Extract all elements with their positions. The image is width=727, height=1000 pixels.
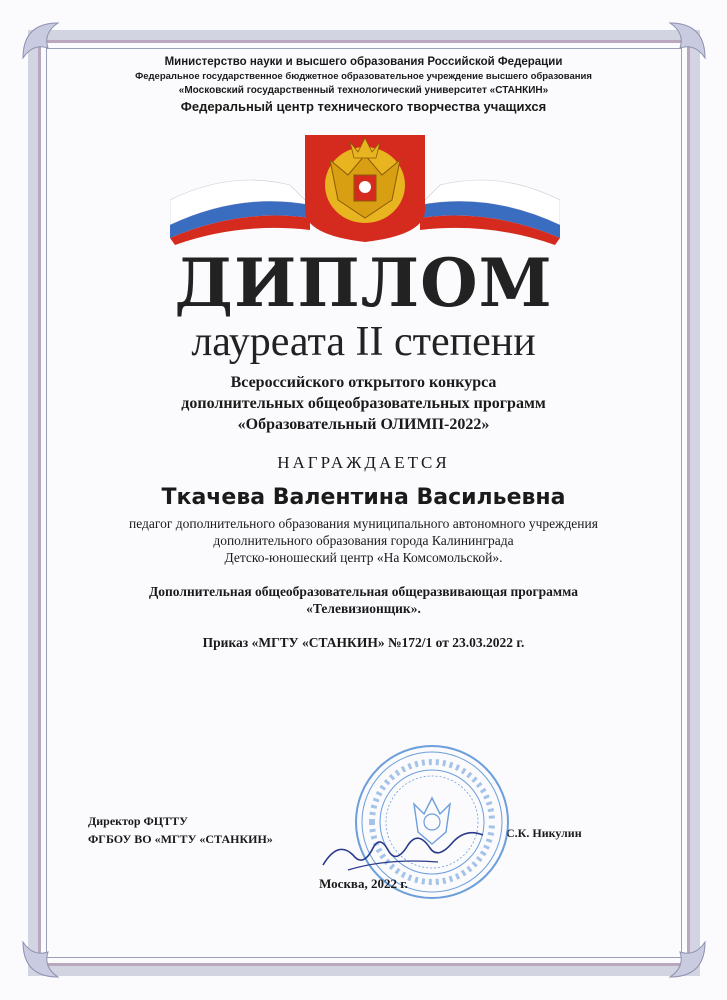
corner-ornament-bottom-left (18, 922, 78, 982)
signatory-title (88, 812, 273, 848)
recipient-name: Ткачева Валентина Васильевна (161, 485, 566, 510)
university-name: «Московский государственный технологический университет «СТАНКИН» (178, 85, 549, 96)
corner-ornament-top-right (650, 18, 710, 78)
award-label: НАГРАЖДАЕТСЯ (277, 453, 450, 472)
program-name (0, 583, 727, 617)
recipient-position (0, 515, 727, 566)
contest-name (0, 372, 727, 435)
position-line-3: Детско-юношеский центр «На Комсомольской». (224, 550, 503, 565)
position-line-1: педагог дополнительного образования муниципального автономного учреждения (129, 516, 598, 531)
city-and-year: Москва, 2022 г. (319, 876, 408, 891)
coat-of-arms-with-flag-icon (170, 130, 560, 245)
handwritten-signature (318, 820, 488, 880)
ministry-header: Министерство науки и высшего образования Российской Федерации (164, 56, 563, 68)
program-line-1: Дополнительная общеобразовательная общеразвивающая программа (148, 584, 578, 599)
order-reference: Приказ «МГТУ «СТАНКИН» №172/1 от 23.03.2022 г. (202, 635, 525, 650)
signatory-title-line-1: Директор ФЦТТУ (88, 814, 188, 828)
signatory-title-line-2: ФГБОУ ВО «МГТУ «СТАНКИН» (88, 832, 273, 846)
contest-line-2: дополнительных общеобразовательных программ (181, 395, 546, 412)
signatory-name: С.К. Никулин (506, 826, 582, 840)
diploma-degree: лауреата II степени (191, 319, 536, 365)
diploma-title: ДИПЛОМ (174, 244, 553, 322)
program-line-2: «Телевизионщик». (306, 601, 421, 616)
contest-line-3: «Образовательный ОЛИМП-2022» (237, 416, 490, 433)
position-line-2: дополнительного образования города Калининграда (213, 533, 514, 548)
institution-type: Федеральное государственное бюджетное образовательное учреждение высшего образования (135, 71, 592, 82)
corner-ornament-bottom-right (650, 922, 710, 982)
corner-ornament-top-left (18, 18, 78, 78)
center-name: Федеральный центр технического творчества учащихся (180, 99, 547, 114)
contest-line-1: Всероссийского открытого конкурса (230, 374, 497, 391)
